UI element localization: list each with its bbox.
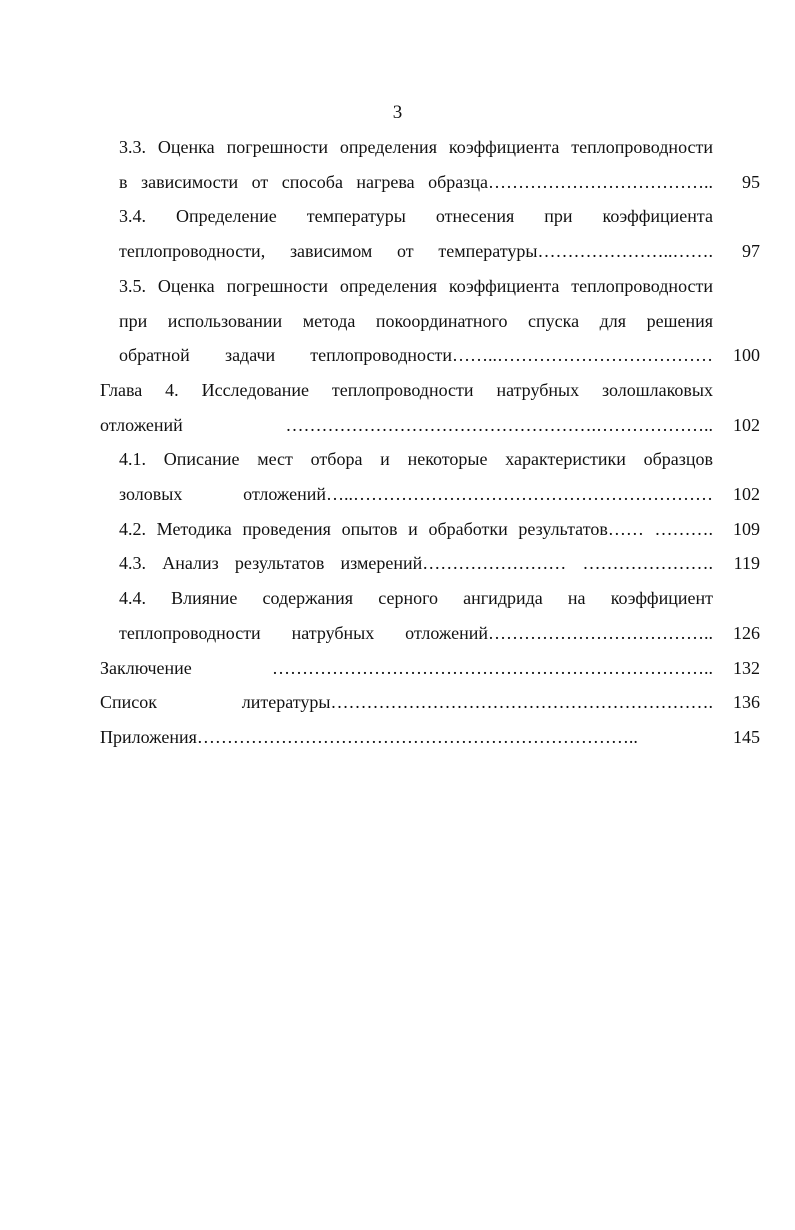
toc-entry-title	[100, 581, 713, 650]
toc-entry-title	[100, 651, 713, 686]
toc-entry-line: Глава 4. Исследование теплопроводности натрубных золошлаковых	[100, 379, 713, 400]
toc-entry	[100, 581, 760, 650]
toc-entry-line: 4.3. Анализ результатов измерений…………………… ………………….	[119, 553, 713, 574]
toc-entry-line: Список литературы……………………………………………………….	[100, 692, 713, 713]
toc-entry-line: 3.5. Оценка погрешности определения коэффициента теплопроводности	[119, 275, 713, 296]
toc-entry-title	[100, 546, 713, 581]
toc-entry	[100, 269, 760, 373]
toc-entry-title	[100, 442, 713, 511]
toc-entry-title	[100, 373, 713, 442]
toc-entry-page: 119	[733, 553, 760, 574]
toc-entry-page: 100	[733, 345, 760, 366]
page-number: 3	[392, 102, 403, 123]
toc-entry-line: обратной задачи теплопроводности……..………………………………	[119, 345, 713, 366]
toc-entry-title	[100, 685, 713, 720]
toc-entry	[100, 685, 760, 720]
toc-entry-page: 102	[733, 484, 760, 505]
table-of-contents	[100, 130, 760, 755]
toc-entry-line: 3.4. Определение температуры отнесения при коэффициента	[119, 206, 713, 227]
toc-entry-page: 95	[742, 171, 760, 192]
toc-entry-line: Заключение ………………………………………………………………..	[100, 657, 713, 678]
toc-entry-page: 102	[733, 414, 760, 435]
toc-entry-line: Приложения………………………………………………………………..	[100, 726, 638, 747]
toc-entry	[100, 546, 760, 581]
toc-entry-title	[100, 269, 713, 373]
toc-entry-title	[100, 199, 713, 268]
toc-entry-line: при использовании метода покоординатного спуска для решения	[119, 310, 713, 331]
toc-entry-title	[100, 130, 713, 199]
toc-entry-line: 4.2. Методика проведения опытов и обработки результатов…… ……….	[119, 518, 713, 539]
toc-entry-page: 97	[742, 241, 760, 262]
toc-entry-line: 4.1. Описание мест отбора и некоторые характеристики образцов	[119, 449, 713, 470]
toc-entry-line: теплопроводности натрубных отложений………………………………..	[119, 622, 713, 643]
toc-entry	[100, 512, 760, 547]
toc-entry-line: золовых отложений…..……………………………………………………	[119, 484, 713, 505]
toc-entry	[100, 442, 760, 511]
toc-entry-page: 109	[733, 518, 760, 539]
toc-entry-line: в зависимости от способа нагрева образца………………………………..	[119, 171, 713, 192]
toc-entry-page: 136	[733, 692, 760, 713]
toc-entry-title	[100, 512, 713, 547]
toc-entry	[100, 373, 760, 442]
toc-entry-page: 126	[733, 622, 760, 643]
toc-entry-line: отложений …………………………………………….………………..	[100, 414, 713, 435]
toc-entry-title	[100, 720, 713, 755]
toc-entry-line: теплопроводности, зависимом от температуры…………………..…….	[119, 241, 713, 262]
toc-entry	[100, 720, 760, 755]
toc-entry-line: 4.4. Влияние содержания серного ангидрида на коэффициент	[119, 588, 713, 609]
toc-entry-page: 132	[733, 657, 760, 678]
toc-entry-line: 3.3. Оценка погрешности определения коэффициента теплопроводности	[119, 137, 713, 157]
toc-entry	[100, 130, 760, 199]
toc-entry-page: 145	[733, 726, 760, 747]
toc-entry	[100, 199, 760, 268]
toc-entry	[100, 651, 760, 686]
